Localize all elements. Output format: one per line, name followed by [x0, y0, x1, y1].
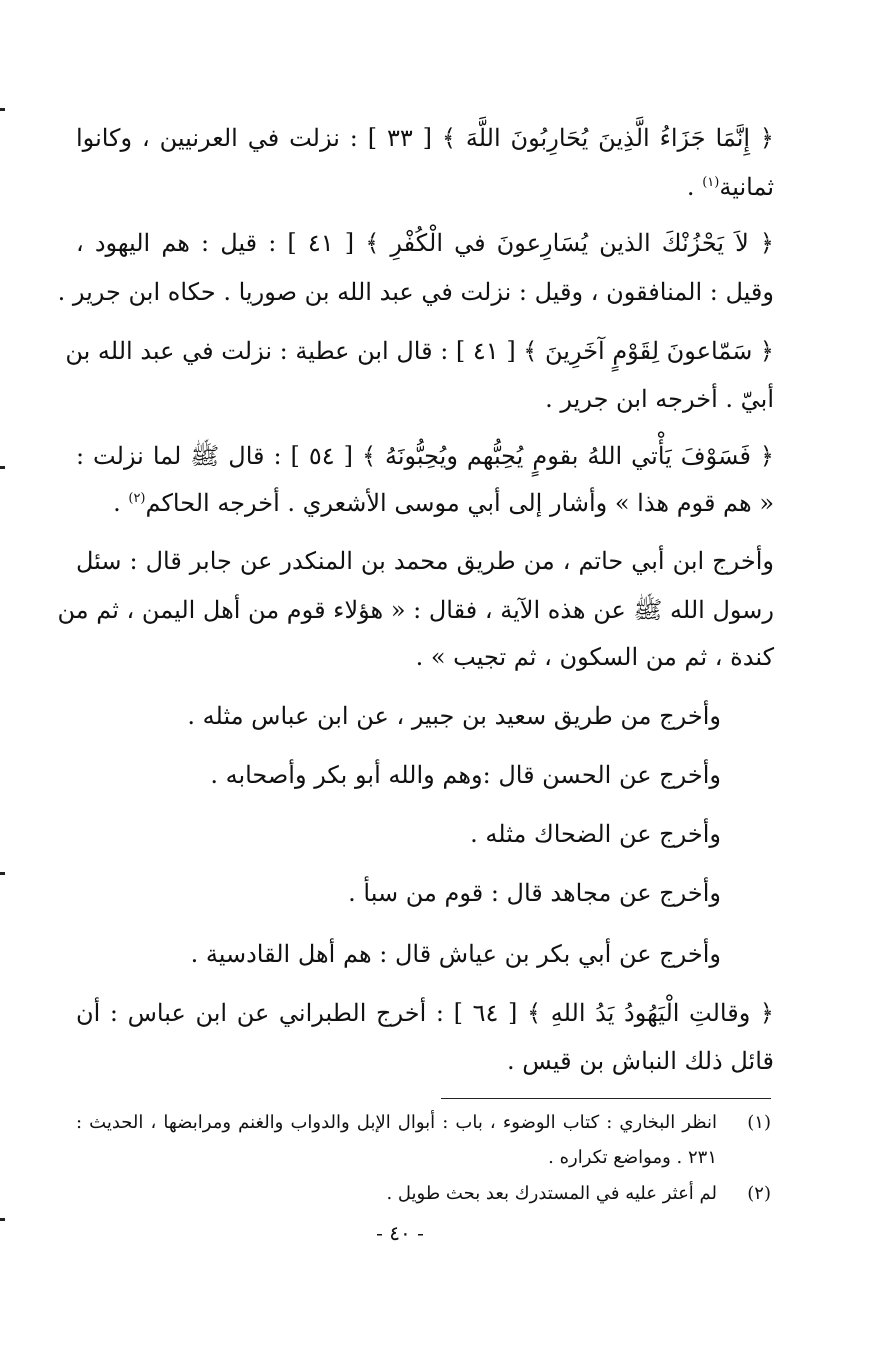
footnote-number: (٢) — [747, 1183, 771, 1204]
body-line: قائل ذلك النباش بن قيس . — [507, 1047, 774, 1075]
body-line: ﴿ لاَ يَحْزُنْكَ الذين يُسَارِعونَ في الْكُفْرِ ﴾ [ ٤١ ] : قيل : هم اليهود ، — [76, 229, 774, 257]
body-line: ﴿ سَمّاعونَ لِقَوْمٍ آخَرِينَ ﴾ [ ٤١ ] : قال ابن عطية : نزلت في عبد الله بن — [65, 337, 774, 365]
punctuation: . — [686, 173, 695, 201]
footnote-number: (١) — [747, 1112, 771, 1133]
footnote-ref: (١) — [702, 175, 720, 190]
body-line: ﴿ إِنَّمَا جَزَاءُ الَّذِينَ يُحَارِبُونَ اللَّهَ ﴾ [ ٣٣ ] : نزلت في العرنيين ، وكانوا — [76, 124, 774, 152]
body-line: ﴿ فَسَوْفَ يَأْتي اللهُ بقومٍ يُحِبُّهم ويُحِبُّونَهُ ﴾ [ ٥٤ ] : قال ﷺ لما نزلت : — [76, 442, 774, 470]
body-line: أبيّ . أخرجه ابن جرير . — [545, 385, 774, 413]
body-text: « هم قوم هذا » وأشار إلى أبي موسى الأشعري . أخرجه الحاكم — [145, 489, 774, 517]
body-line: وأخرج عن الحسن قال :وهم والله أبو بكر وأصحابه . — [210, 761, 721, 789]
footnote-separator — [441, 1098, 771, 1099]
scan-margin-mark — [0, 466, 5, 469]
body-line: وأخرج عن مجاهد قال : قوم من سبأ . — [348, 879, 721, 907]
body-line: وأخرج عن الضحاك مثله . — [470, 820, 721, 848]
body-line: ﴿ وقالتِ الْيَهُودُ يَدُ اللهِ ﴾ [ ٦٤ ] : أخرج الطبراني عن ابن عباس : أن — [76, 999, 774, 1027]
footnote-text: ٢٣١ . ومواضع تكراره . — [548, 1147, 717, 1168]
body-text: ثمانية — [719, 173, 774, 201]
body-line: وأخرج عن أبي بكر بن عياش قال : هم أهل القادسية . — [190, 940, 721, 968]
body-line: وأخرج ابن أبي حاتم ، من طريق محمد بن المنكدر عن جابر قال : سئل — [76, 547, 774, 575]
body-line: رسول الله ﷺ عن هذه الآية ، فقال : « هؤلاء قوم من أهل اليمن ، ثم من — [57, 596, 774, 624]
punctuation: . — [113, 489, 121, 517]
footnote-text: انظر البخاري : كتاب الوضوء ، باب : أبوال الإبل والدواب والغنم ومرابضها ، الحديث : — [76, 1112, 717, 1133]
scan-margin-mark — [0, 872, 5, 875]
footnote-text: لم أعثر عليه في المستدرك بعد بحث طويل . — [386, 1183, 717, 1204]
body-line: وأخرج من طريق سعيد بن جبير ، عن ابن عباس مثله . — [187, 702, 721, 730]
body-line: كندة ، ثم من السكون ، ثم تجيب » . — [415, 643, 774, 671]
body-line-with-note — [687, 170, 774, 204]
page-number: - ٤٠ - — [376, 1221, 424, 1245]
scan-margin-mark — [0, 108, 5, 111]
body-line: وقيل : المنافقون ، وقيل : نزلت في عبد الله بن صوريا . حكاه ابن جرير . — [57, 278, 774, 306]
body-line-with-note — [113, 486, 774, 520]
footnote-ref: (٢) — [128, 491, 146, 506]
